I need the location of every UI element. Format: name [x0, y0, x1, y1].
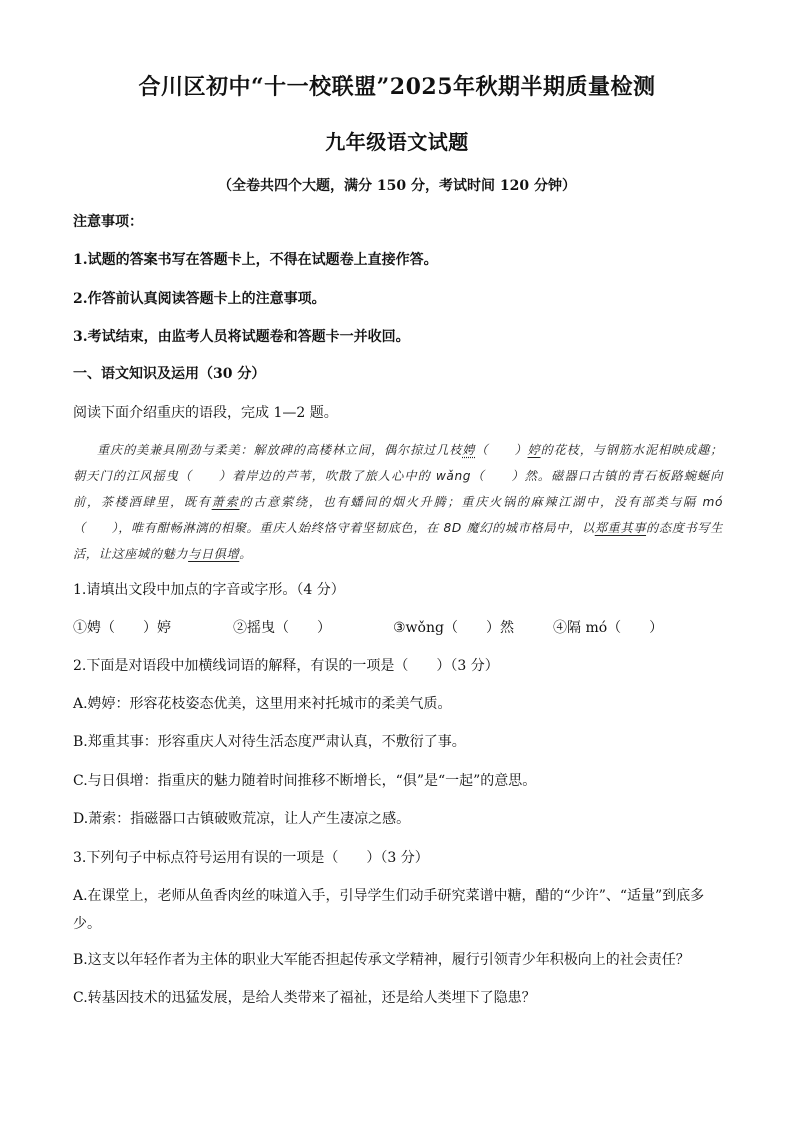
question-3-option: C.转基因技术的迅猛发展，是给人类带来了福祉，还是给人类埋下了隐患？ — [73, 990, 536, 1006]
question-1-option: ④隔 mó（ ） — [553, 620, 664, 636]
question-2-option: A.娉婷：形容花枝姿态优美，这里用来衬托城市的柔美气质。 — [73, 696, 452, 712]
exam-info: （全卷共四个大题，满分 150 分，考试时间 120 分钟） — [218, 178, 576, 194]
passage-text: 。 — [239, 547, 253, 561]
reading-passage — [73, 437, 723, 567]
question-3-stem: 3.下列句子中标点符号运用有误的一项是（ ）（3 分） — [73, 850, 429, 866]
question-2-option: D.萧索：指磁器口古镇破败荒凉，让人产生凄凉之感。 — [73, 811, 411, 827]
passage-underlined-word: 郑重其事 — [594, 521, 647, 535]
question-2-option: B.郑重其事：形容重庆人对待生活态度严肃认真，不敷衍了事。 — [73, 734, 466, 750]
passage-text: 重庆的美兼具刚劲与柔美：解放碑的高楼林立间，偶尔掠过几枝 — [97, 443, 463, 457]
passage-text: （ ） — [475, 443, 528, 457]
note-item: 2.作答前认真阅读答题卡上的注意事项。 — [73, 291, 326, 307]
passage-text: 的古意萦绕，也有蟠间的烟火升腾；重庆火锅的麻辣江湖中，没有部类与隔 mó（ ），唯有酣畅淋漓的相聚。重庆人始终恪守着坚韧底色，在 8D 魔幻的城市格局中，以 — [73, 495, 724, 535]
question-1-options — [73, 618, 728, 638]
notes-heading: 注意事项： — [73, 214, 143, 230]
question-1-option: ①娉（ ）婷 — [73, 620, 171, 636]
note-item: 3.考试结束，由监考人员将试题卷和答题卡一并收回。 — [73, 329, 410, 345]
question-2-stem: 2.下面是对语段中加横线词语的解释，有误的一项是（ ）（3 分） — [73, 658, 499, 674]
question-1-option: ③wǒng（ ）然 — [393, 620, 514, 636]
question-1-stem: 1.请填出文段中加点的字音或字形。（4 分） — [73, 582, 345, 598]
note-item: 1.试题的答案书写在答题卡上，不得在试题卷上直接作答。 — [73, 252, 438, 268]
passage-text: 的花枝，与钢筋水泥相映成趣；朝天门的江风摇曳（ ）着岸边的芦苇，吹散了旅人心中的 wǎng（ ）然。磁器口古镇的青石板路蜿蜒向前，茶楼酒肆里，既有 — [73, 443, 723, 509]
exam-title: 合川区初中“十一校联盟”2025年秋期半期质量检测 — [138, 74, 656, 100]
passage-text: 的态度书写生活，让这座城的魅力 — [73, 521, 723, 561]
passage-dotted-word: 娉 — [462, 443, 476, 457]
question-3-option: A.在课堂上，老师从鱼香肉丝的味道入手，引导学生们动手研究菜谱中糖，醋的“少许”、“适量”到底多少。 — [73, 888, 705, 932]
exam-subtitle: 九年级语文试题 — [325, 130, 469, 154]
question-2-option: C.与日俱增：指重庆的魅力随着时间推移不断增长，“俱”是“一起”的意思。 — [73, 773, 537, 789]
passage-underlined-word: 萧索 — [211, 495, 240, 509]
section-intro: 阅读下面介绍重庆的语段，完成 1—2 题。 — [73, 405, 338, 421]
question-1-option: ②摇曳（ ） — [233, 620, 331, 636]
question-3-option: B.这支以年轻作者为主体的职业大军能否担起传承文学精神，履行引领青少年积极向上的社会责任？ — [73, 952, 690, 968]
passage-underlined-word: 与日俱增 — [188, 547, 240, 561]
passage-underlined-word: 婷 — [527, 443, 541, 457]
section-heading: 一、语文知识及运用（30 分） — [73, 366, 266, 382]
